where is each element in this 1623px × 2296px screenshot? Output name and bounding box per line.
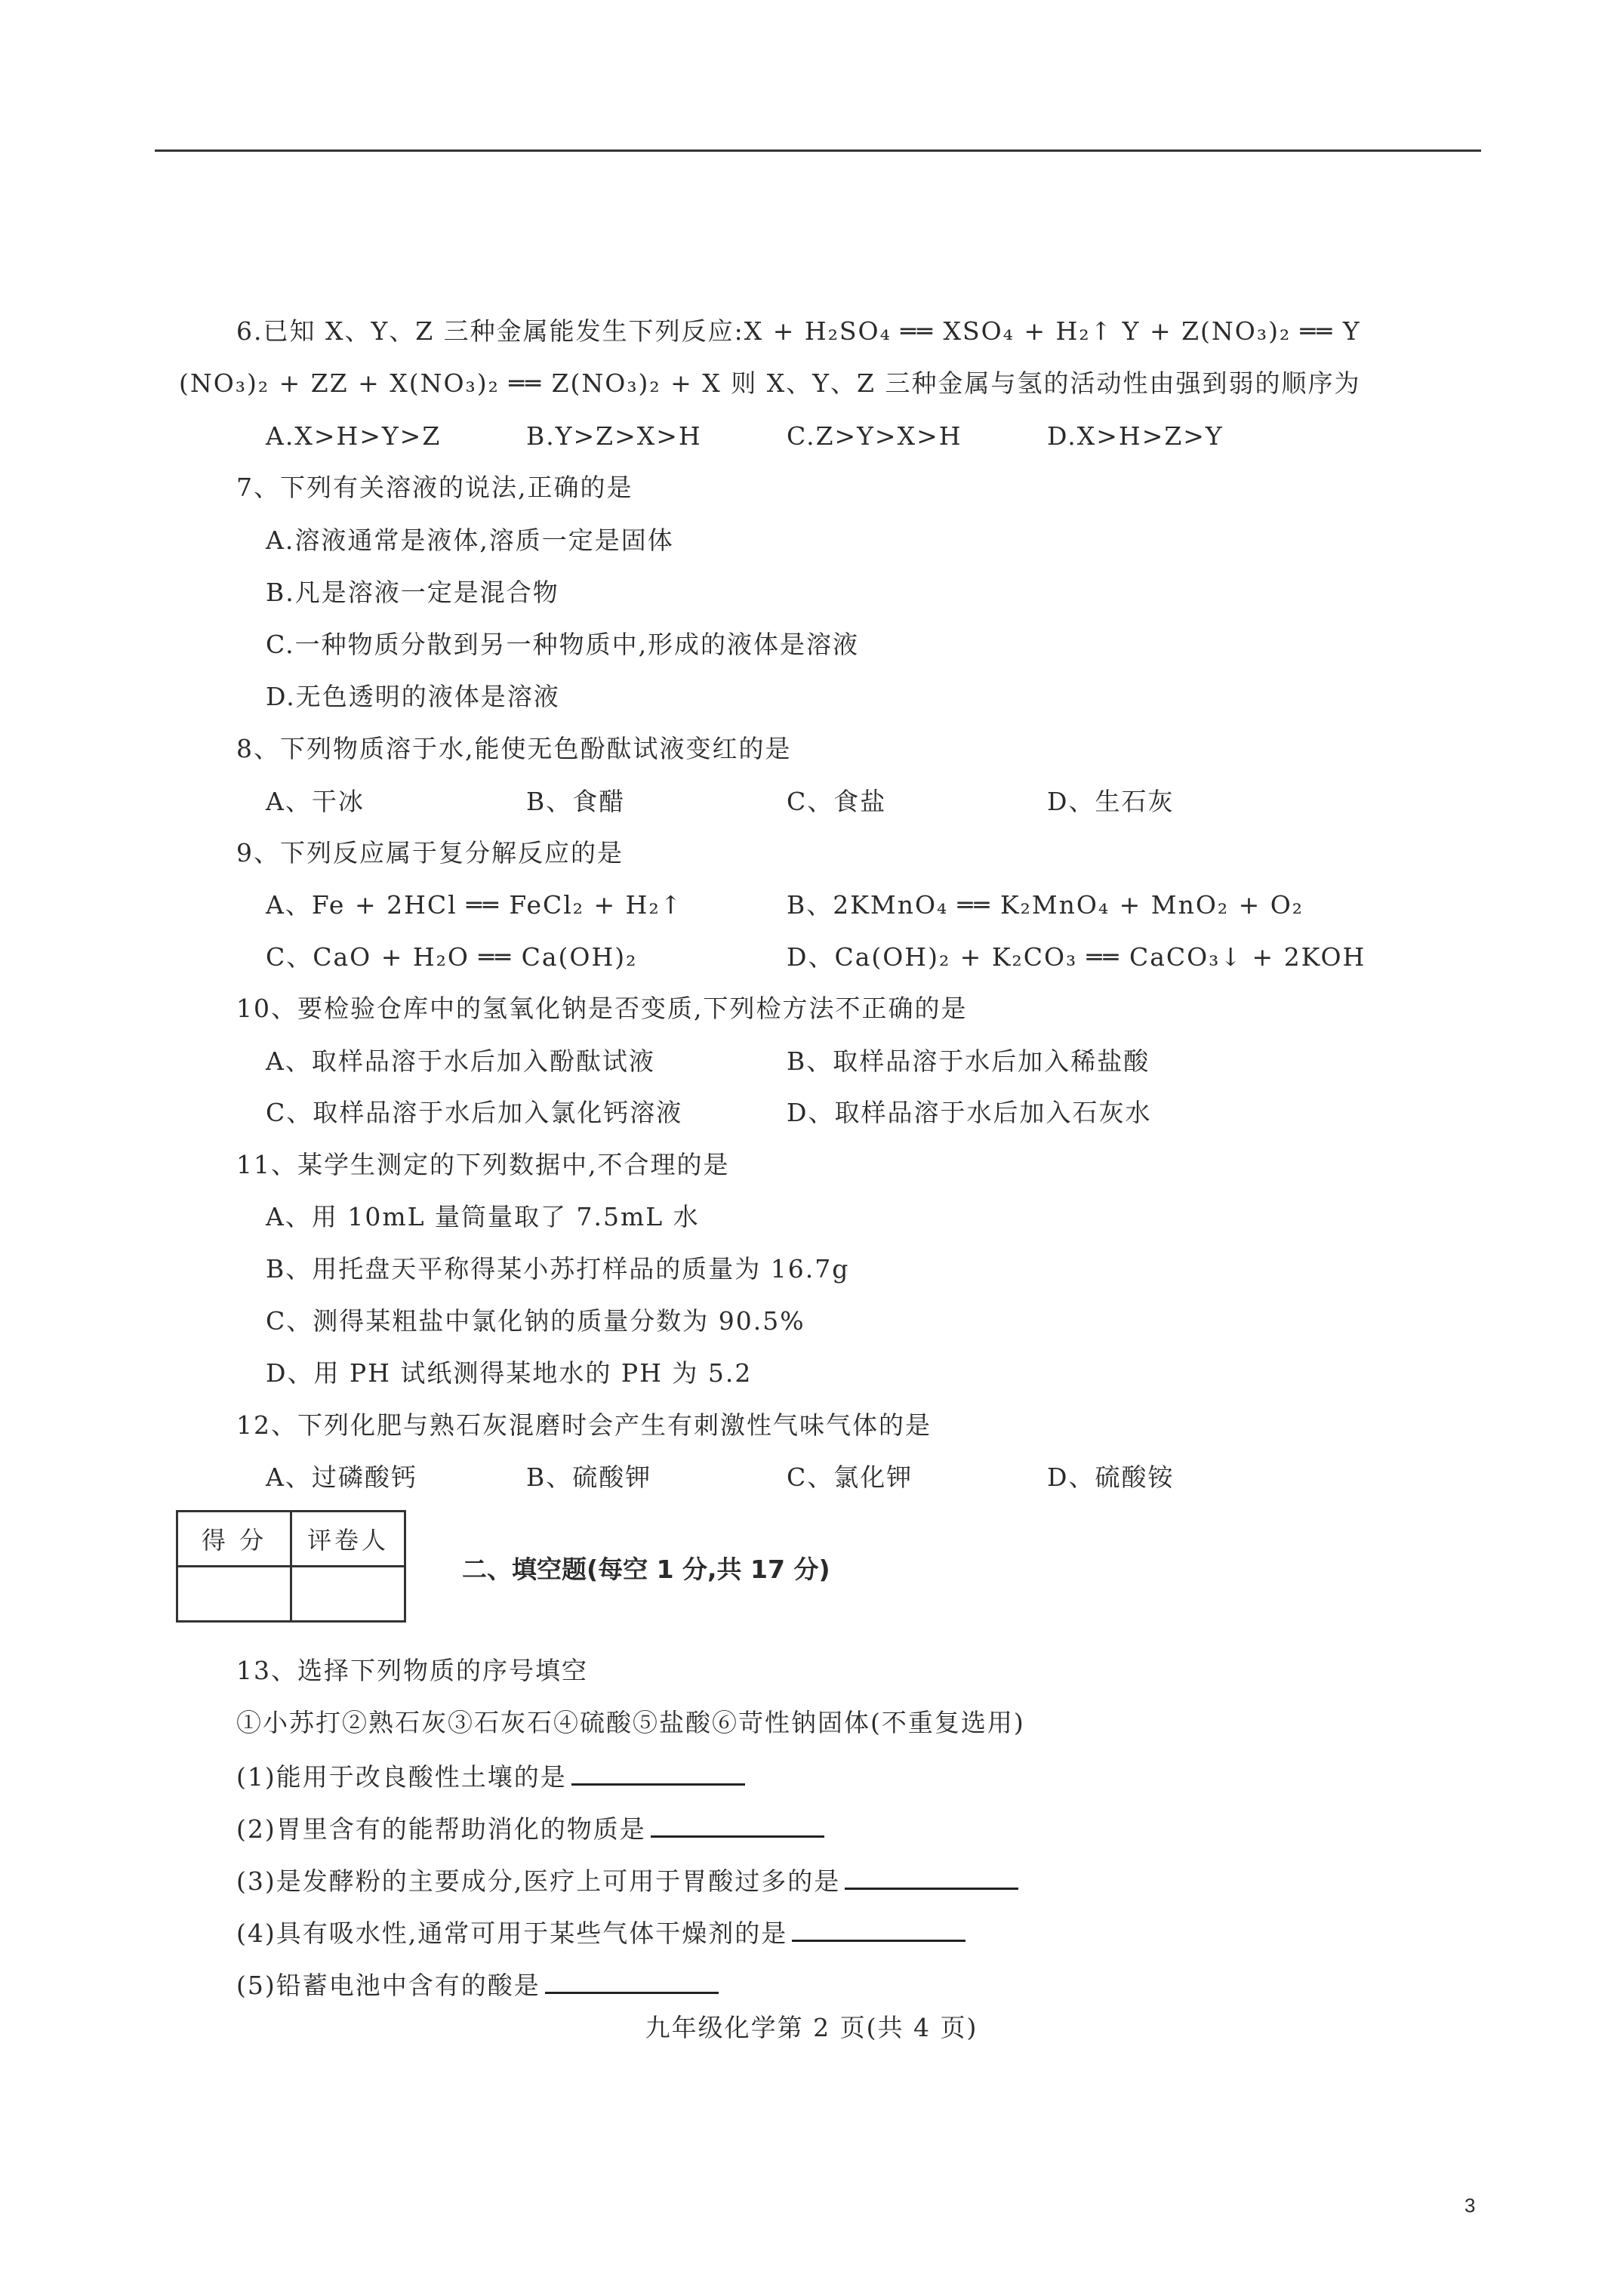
q9-stem: 9、下列反应属于复分解反应的是 <box>236 838 624 868</box>
q13-item-3 <box>236 1863 1018 1898</box>
q11-option-d: D、用 PH 试纸测得某地水的 PH 为 5.2 <box>266 1358 753 1388</box>
q13-answer-blank-1[interactable] <box>571 1759 745 1786</box>
q12-option-c: C、氯化钾 <box>787 1462 913 1492</box>
q10-stem: 10、要检验仓库中的氢氧化钠是否变质,下列检方法不正确的是 <box>236 994 968 1023</box>
q7-option-a: A.溶液通常是液体,溶质一定是固体 <box>266 525 674 555</box>
q8-option-c: C、食盐 <box>787 787 887 816</box>
header-rule <box>155 149 1481 152</box>
q13-item-2-text: (2)胃里含有的能帮助消化的物质是 <box>236 1814 646 1844</box>
q11-option-a: A、用 10mL 量筒量取了 7.5mL 水 <box>266 1202 700 1231</box>
q6-option-a: A.X>H>Y>Z <box>266 421 442 451</box>
q13-item-4-text: (4)具有吸水性,通常可用于某些气体干燥剂的是 <box>236 1918 788 1948</box>
q9-option-d: D、Ca(OH)₂ + K₂CO₃ ══ CaCO₃↓ + 2KOH <box>787 942 1366 972</box>
q8-option-d: D、生石灰 <box>1047 787 1175 816</box>
score-label: 得 分 <box>177 1512 291 1567</box>
q13-answer-blank-4[interactable] <box>792 1915 965 1942</box>
grader-cell[interactable] <box>291 1567 405 1622</box>
q6-line-1: 6.已知 X、Y、Z 三种金属能发生下列反应:X + H₂SO₄ ══ XSO₄ + H₂↑ Y + Z(NO₃)₂ ══ Y <box>236 316 1361 346</box>
q13-answer-blank-2[interactable] <box>651 1811 824 1838</box>
q10-option-b: B、取样品溶于水后加入稀盐酸 <box>787 1046 1150 1076</box>
q10-option-a: A、取样品溶于水后加入酚酞试液 <box>266 1046 655 1076</box>
q13-item-1 <box>236 1759 745 1794</box>
q13-item-5-text: (5)铅蓄电池中含有的酸是 <box>236 1971 540 2000</box>
q11-option-b: B、用托盘天平称得某小苏打样品的质量为 16.7g <box>266 1254 850 1284</box>
grader-label: 评卷人 <box>291 1512 405 1567</box>
q13-item-5 <box>236 1968 719 2002</box>
page-number: 3 <box>1464 2194 1476 2217</box>
q9-option-c: C、CaO + H₂O ══ Ca(OH)₂ <box>266 942 638 972</box>
section-2-title: 二、填空题(每空 1 分,共 17 分) <box>462 1555 830 1584</box>
q12-option-b: B、硫酸钾 <box>526 1462 652 1492</box>
q13-item-4 <box>236 1915 965 1950</box>
q10-option-d: D、取样品溶于水后加入石灰水 <box>787 1098 1152 1127</box>
q11-option-c: C、测得某粗盐中氯化钠的质量分数为 90.5% <box>266 1306 805 1336</box>
score-table <box>176 1510 406 1623</box>
q7-option-c: C.一种物质分散到另一种物质中,形成的液体是溶液 <box>266 630 860 659</box>
q13-answer-blank-5[interactable] <box>545 1968 719 1994</box>
q8-option-b: B、食醋 <box>526 787 626 816</box>
score-cell[interactable] <box>177 1567 291 1622</box>
q6-option-d: D.X>H>Z>Y <box>1047 421 1224 451</box>
q12-stem: 12、下列化肥与熟石灰混磨时会产生有刺激性气味气体的是 <box>236 1410 932 1440</box>
q13-item-2 <box>236 1811 824 1846</box>
q13-answer-blank-3[interactable] <box>845 1863 1018 1890</box>
q6-option-b: B.Y>Z>X>H <box>526 421 702 451</box>
q13-stem: 13、选择下列物质的序号填空 <box>236 1656 588 1685</box>
q13-substances: ①小苏打②熟石灰③石灰石④硫酸⑤盐酸⑥苛性钠固体(不重复选用) <box>236 1708 1025 1737</box>
q12-option-a: A、过磷酸钙 <box>266 1462 417 1492</box>
q7-option-d: D.无色透明的液体是溶液 <box>266 682 560 711</box>
q7-stem: 7、下列有关溶液的说法,正确的是 <box>236 473 633 502</box>
q9-option-a: A、Fe + 2HCl ══ FeCl₂ + H₂↑ <box>266 890 683 920</box>
q6-option-c: C.Z>Y>X>H <box>787 421 962 451</box>
q13-item-1-text: (1)能用于改良酸性土壤的是 <box>236 1762 567 1792</box>
q9-option-b: B、2KMnO₄ ══ K₂MnO₄ + MnO₂ + O₂ <box>787 890 1304 920</box>
q10-option-c: C、取样品溶于水后加入氯化钙溶液 <box>266 1098 683 1127</box>
q7-option-b: B.凡是溶液一定是混合物 <box>266 578 559 607</box>
q11-stem: 11、某学生测定的下列数据中,不合理的是 <box>236 1150 730 1179</box>
q13-item-3-text: (3)是发酵粉的主要成分,医疗上可用于胃酸过多的是 <box>236 1866 841 1896</box>
q12-option-d: D、硫酸铵 <box>1047 1462 1175 1492</box>
q8-stem: 8、下列物质溶于水,能使无色酚酞试液变红的是 <box>236 734 792 763</box>
page-footer: 九年级化学第 2 页(共 4 页) <box>645 2013 978 2042</box>
q8-option-a: A、干冰 <box>266 787 365 816</box>
q6-line-2: (NO₃)₂ + ZZ + X(NO₃)₂ ══ Z(NO₃)₂ + X 则 X、Y、Z 三种金属与氢的活动性由强到弱的顺序为 <box>179 368 1361 398</box>
